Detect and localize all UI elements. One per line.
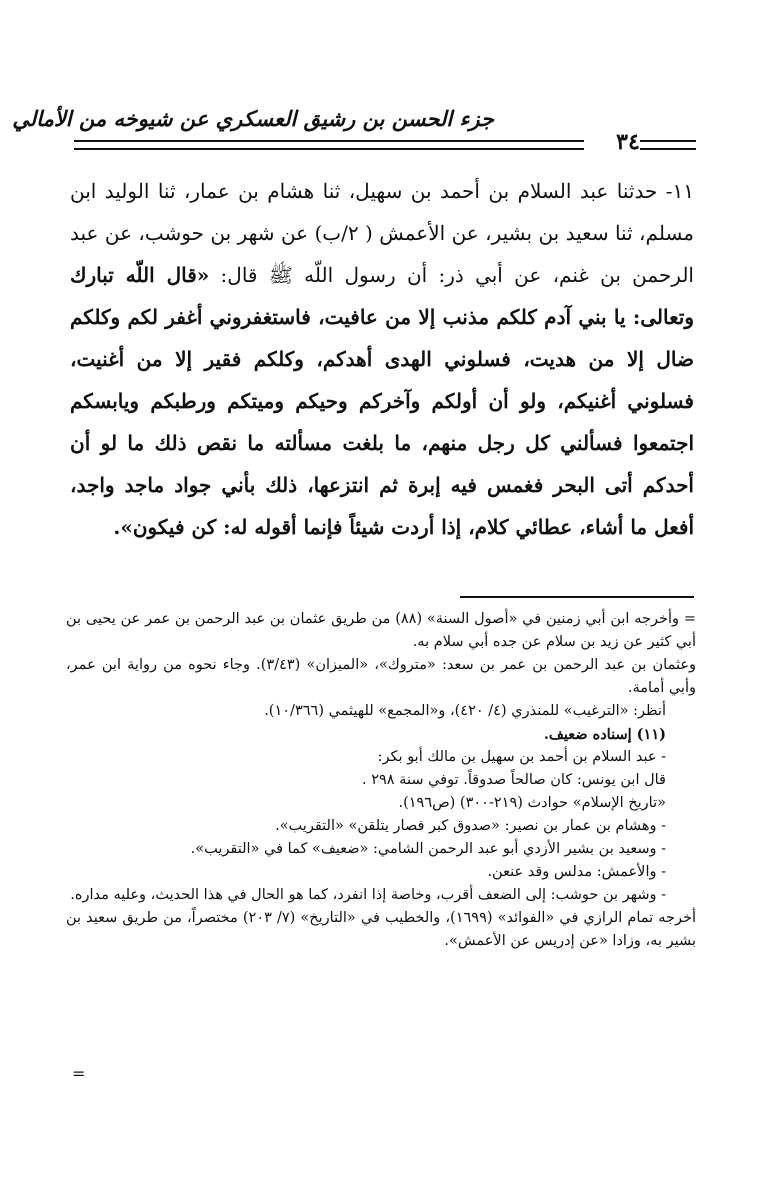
continuation-mark: = — [72, 1064, 86, 1083]
page-number: ٣٤ — [616, 129, 640, 155]
footnote-separator — [460, 596, 694, 598]
footnote-line: أخرجه تمام الرازي في «الفوائد» (١٦٩٩)، والخطيب في «التاريخ» (٧/ ٢٠٣) مختصراً، من طريق سعيد بن بشير به، وزادا «عن إدريس عن الأعمش». — [66, 910, 696, 949]
isnad-text: ١١- حدثنا عبد السلام بن أحمد بن سهيل، ثنا هشام بن عمار، ثنا الوليد ابن مسلم، ثنا سعيد بن بشير، عن الأعمش ( ٢/ب) عن شهر بن حوشب، عن عبد الرحمن بن غنم، عن أبي ذر: أن رسول اللّه ﷺ قال: — [70, 179, 694, 287]
page-number-rule-top — [640, 140, 696, 142]
header-rule-bottom — [74, 148, 584, 150]
footnote-line: - والأعمش: مدلس وقد عنعن. — [487, 864, 666, 880]
footnote-heading: (١١) إسناده ضعيف. — [543, 726, 666, 743]
running-header-title: جزء الحسن بن رشيق العسكري عن شيوخه من الأمالي — [12, 106, 494, 131]
footnote-line: - وهشام بن عمار بن نصير: «صدوق كبر فصار يتلقن» «التقريب». — [275, 818, 666, 834]
footnote-line: أنظر: «الترغيب» للمنذري (٤/ ٤٢٠)، و«المجمع» للهيثمي (١٠/٣٦٦). — [264, 703, 666, 719]
footnote-line: - وشهر بن حوشب: إلى الضعف أقرب، وخاصة إذا انفرد، كما هو الحال في هذا الحديث، وعليه مداره. — [70, 887, 666, 903]
hadith-text: «قال اللّه تبارك وتعالى: يا بني آدم كلكم مذنب إلا من عافيت، فاستغفروني أغفر لكم وكلكم ضال إلا من هديت، فسلوني الهدى أهدكم، وكلكم فقير إلا من أغنيت، فسلوني أغنيكم، ولو أن أولكم وآخركم وحيكم وميتكم ورطبكم ويابسكم اجتمعوا فسألني كل رجل منهم، ما بلغت مسألته ما نقص ذلك ما لو أن أحدكم أتى البحر فغمس فيه إبرة ثم انتزعها، ذلك بأني جواد ماجد واجد، أفعل ما أشاء، عطائي كلام، إذا أردت شيئاً فإنما أقوله له: كن فيكون». — [70, 263, 694, 539]
footnote-line: - وسعيد بن بشير الأزدي أبو عبد الرحمن الشامي: «ضعيف» كما في «التقريب». — [190, 841, 666, 857]
footnote-line: وعثمان بن عبد الرحمن بن عمر بن سعد: «متروك»، «الميزان» (٣/٤٣). وجاء نحوه من رواية ابن عمر، وأبي أمامة. — [66, 657, 696, 696]
hadith-paragraph — [70, 170, 694, 548]
footnote-line: قال ابن يونس: كان صالحاً صدوقاً. توفي سنة ٢٩٨ . — [361, 772, 666, 788]
footnote-line: - عبد السلام بن أحمد بن سهيل بن مالك أبو بكر: — [377, 749, 666, 765]
footnote-line: = وأخرجه ابن أبي زمنين في «أصول السنة» (٨٨) من طريق عثمان بن عبد الرحمن بن عمر عن يحيى بن أبي كثير عن زيد بن سلام عن جده أبي سلام به. — [66, 611, 696, 650]
page-number-rule-bottom — [640, 148, 696, 150]
footnote-line: «تاريخ الإسلام» حوادث (٢١٩-٣٠٠) (ص١٩٦). — [398, 795, 666, 811]
header-rule-top — [74, 140, 584, 142]
footnotes — [66, 608, 696, 953]
